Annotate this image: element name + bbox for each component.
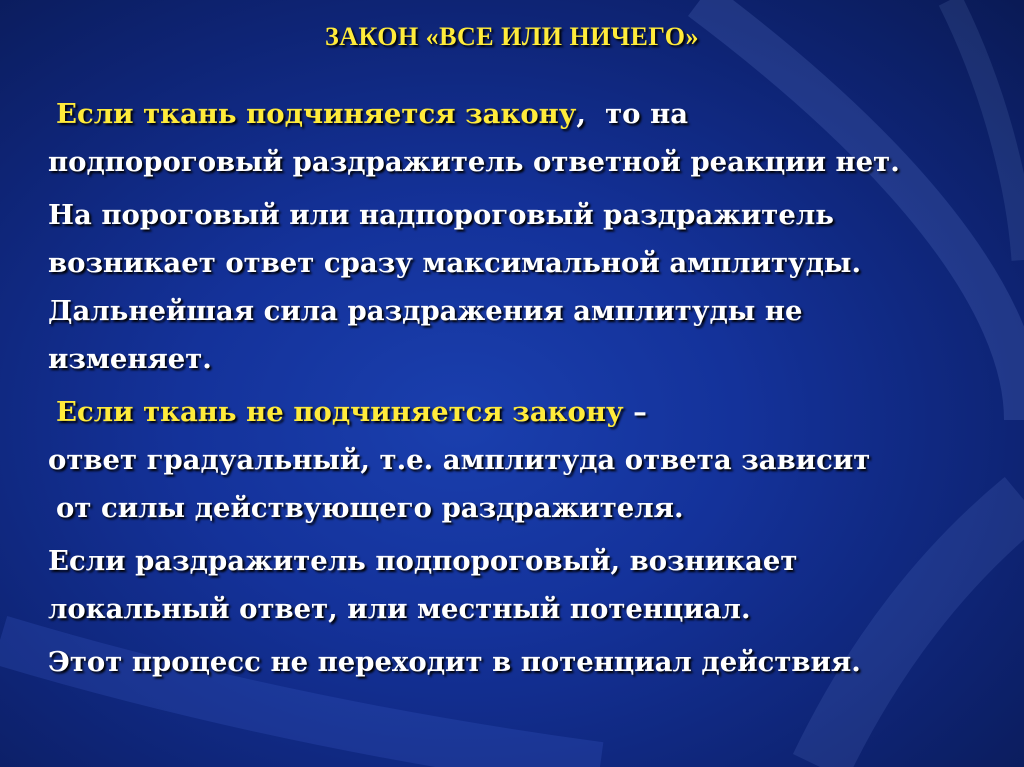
text-line: Этот процесс не переходит в потенциал действия. <box>48 646 861 678</box>
paragraph-no-action-potential <box>48 638 998 686</box>
text-line: Если раздражитель подпороговый, возникает <box>48 545 798 577</box>
paragraph-not-obeys-law <box>48 388 998 532</box>
text-line: возникает ответ сразу максимальной амплитуды. <box>48 247 862 279</box>
text-line: локальный ответ, или местный потенциал. <box>48 593 751 625</box>
text-line: от силы действующего раздражителя. <box>56 492 684 524</box>
paragraph-threshold <box>48 191 998 383</box>
text-line: , то на <box>576 98 689 130</box>
text-line: изменяет. <box>48 343 212 375</box>
paragraph-obeys-law <box>48 90 998 186</box>
slide-body <box>48 90 998 691</box>
highlight-obeys-law: Если ткань подчиняется закону <box>56 98 577 130</box>
text-line: На пороговый или надпороговый раздражитель <box>48 199 834 231</box>
text-line: Дальнейшая сила раздражения амплитуды не <box>48 295 803 327</box>
text-line: ответ градуальный, т.е. амплитуда ответа зависит <box>48 444 871 476</box>
highlight-not-obeys-law: Если ткань не подчиняется закону <box>56 396 624 428</box>
slide-title: ЗАКОН «ВСЕ ИЛИ НИЧЕГО» <box>325 22 699 51</box>
paragraph-local-response <box>48 537 998 633</box>
text-line: – <box>623 396 647 428</box>
text-line: подпороговый раздражитель ответной реакции нет. <box>48 146 900 178</box>
